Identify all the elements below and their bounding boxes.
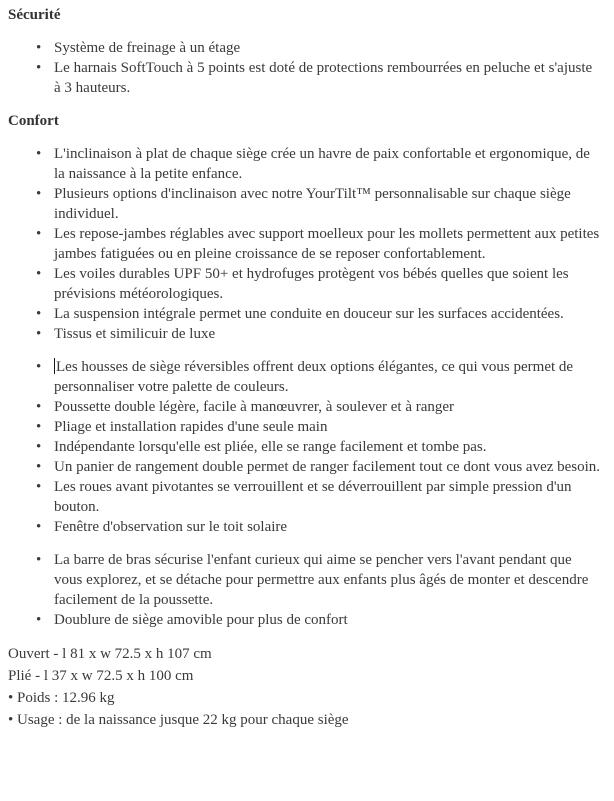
comfort-bullet-list-1: [8, 144, 602, 344]
bullet-text: Fenêtre d'observation sur le toit solaire: [54, 519, 288, 535]
bullet-text: Les voiles durables UPF 50+ et hydrofuges protègent vos bébés quelles que soient les prévisions météorologiques.: [54, 266, 569, 302]
bullet-item[interactable]: [54, 397, 602, 417]
bullet-text: Poussette double légère, facile à manœuvrer, à soulever et à ranger: [54, 399, 455, 415]
bullet-text: Les repose-jambes réglables avec support moelleux pour les mollets permettent aux petites jambes fatiguées ou en pleine croissance de se reposer confortablement.: [54, 226, 600, 262]
bullet-text: Le harnais SoftTouch à 5 points est doté de protections rembourrées en peluche et s'ajuste à 3 hauteurs.: [54, 60, 593, 96]
bullet-text: Système de freinage à un étage: [54, 40, 241, 56]
bullet-item[interactable]: [54, 417, 602, 437]
bullet-text: Pliage et installation rapides d'une seule main: [54, 419, 328, 435]
spec-line[interactable]: • Usage : de la naissance jusque 22 kg pour chaque siège: [8, 712, 349, 728]
dimensions-specs: [8, 643, 602, 731]
bullet-item[interactable]: [54, 437, 602, 457]
bullet-text: Plusieurs options d'inclinaison avec notre YourTilt™ personnalisable sur chaque siège individuel.: [54, 186, 571, 222]
bullet-item[interactable]: [54, 550, 602, 610]
bullet-item[interactable]: [54, 184, 602, 224]
bullet-item[interactable]: [54, 517, 602, 537]
bullet-item[interactable]: [54, 457, 602, 477]
bullet-item[interactable]: [54, 144, 602, 184]
bullet-text: L'inclinaison à plat de chaque siège crée un havre de paix confortable et ergonomique, de la naissance à la petite enfance.: [54, 146, 590, 182]
section-heading-comfort[interactable]: Confort: [8, 113, 59, 129]
bullet-item[interactable]: [54, 610, 602, 630]
security-bullet-list: [8, 38, 602, 98]
section-heading-security[interactable]: Sécurité: [8, 7, 61, 23]
bullet-text: Un panier de rangement double permet de ranger facilement tout ce dont vous avez besoin.: [54, 459, 601, 475]
comfort-bullet-list-3: [8, 550, 602, 630]
spec-line[interactable]: • Poids : 12.96 kg: [8, 690, 115, 706]
bullet-item[interactable]: [54, 324, 602, 344]
comfort-bullet-list-2: [8, 357, 602, 537]
spec-line[interactable]: Ouvert - l 81 x w 72.5 x h 107 cm: [8, 646, 212, 662]
bullet-item[interactable]: [54, 304, 602, 324]
bullet-item[interactable]: [54, 264, 602, 304]
bullet-text: Les roues avant pivotantes se verrouillent et se déverrouillent par simple pression d'un bouton.: [54, 479, 572, 515]
bullet-text: Tissus et similicuir de luxe: [54, 326, 216, 342]
bullet-text: Indépendante lorsqu'elle est pliée, elle se range facilement et tombe pas.: [54, 439, 487, 455]
bullet-item[interactable]: [54, 58, 602, 98]
bullet-item[interactable]: [54, 38, 602, 58]
bullet-item[interactable]: [54, 224, 602, 264]
spec-line[interactable]: Plié - l 37 x w 72.5 x h 100 cm: [8, 668, 194, 684]
bullet-item[interactable]: [54, 357, 602, 397]
bullet-text: Les housses de siège réversibles offrent deux options élégantes, ce qui vous permet de personnaliser votre palette de couleurs.: [54, 359, 574, 395]
bullet-item[interactable]: [54, 477, 602, 517]
bullet-text: La suspension intégrale permet une conduite en douceur sur les surfaces accidentées.: [54, 306, 564, 322]
bullet-text: La barre de bras sécurise l'enfant curieux qui aime se pencher vers l'avant pendant que vous explorez, et se détache pour permettre aux enfants plus âgés de monter et descendre facilement de la poussette.: [54, 552, 589, 608]
text-cursor: [54, 358, 55, 374]
bullet-text: Doublure de siège amovible pour plus de confort: [54, 612, 348, 628]
